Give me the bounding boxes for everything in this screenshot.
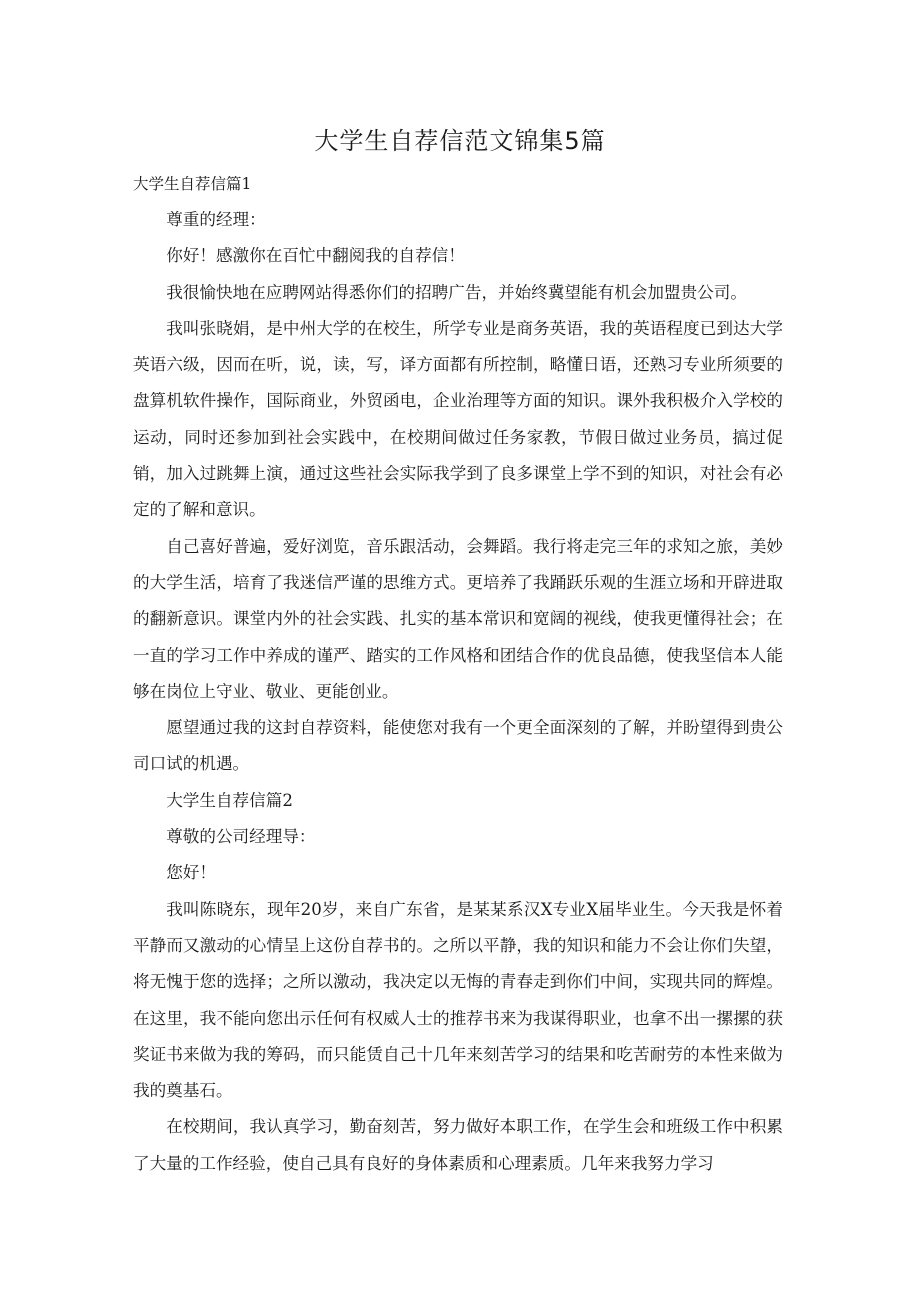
body-paragraph: 自己喜好普遍，爱好浏览，音乐跟活动，会舞蹈。我行将走完三年的求知之旅，美妙的大学生活，培育了我迷信严谨的思维方式。更培养了我踊跃乐观的生涯立场和开辟进取的翻新意识。课堂内外的社会实践、扎实的基本常识和宽阔的视线，使我更懂得社会；在一直的学习工作中养成的谨严、踏实的工作风格和团结合作的优良品德，使我坚信本人能够在岗位上守业、敬业、更能创业。	[133, 536, 783, 701]
document-title: 大学生自荐信范文锦集5篇	[314, 127, 606, 155]
greeting: 您好！	[166, 863, 216, 883]
body-paragraph: 我很愉快地在应聘网站得悉你们的招聘广告，并始终冀望能有机会加盟贵公司。	[166, 282, 747, 302]
document-body	[133, 202, 783, 1182]
body-paragraph: 愿望通过我的这封自荐资料，能使您对我有一个更全面深刻的了解，并盼望得到贵公司口试的机遇。	[133, 718, 783, 774]
greeting: 你好！感激你在百忙中翻阅我的自荐信！	[166, 246, 465, 266]
salutation: 尊敬的公司经理导：	[166, 827, 316, 847]
section-1-heading: 大学生自荐信篇1	[133, 175, 252, 193]
body-paragraph: 我叫陈晓东，现年20岁，来自广东省，是某某系汉X专业X届毕业生。今天我是怀着平静而又激动的心情呈上这份自荐书的。之所以平静，我的知识和能力不会让你们失望，将无愧于您的选择；之所以激动，我决定以无悔的青春走到你们中间，实现共同的辉煌。在这里，我不能向您出示任何有权威人士的推荐书来为我谋得职业，也拿不出一摞摞的获奖证书来做为我的筹码，而只能赁自己十几年来刻苦学习的结果和吃苦耐劳的本性来做为我的奠基石。	[133, 899, 783, 1101]
body-paragraph: 我叫张晓娟，是中州大学的在校生，所学专业是商务英语，我的英语程度已到达大学英语六级，因而在听，说，读，写，译方面都有所控制，略懂日语，还熟习专业所须要的盘算机软件操作，国际商业，外贸函电，企业治理等方面的知识。课外我积极介入学校的运动，同时还参加到社会实践中，在校期间做过任务家教，节假日做过业务员，搞过促销，加入过跳舞上演，通过这些社会实际我学到了良多课堂上学不到的知识，对社会有必定的了解和意识。	[133, 318, 783, 520]
body-paragraph: 在校期间，我认真学习，勤奋刻苦，努力做好本职工作，在学生会和班级工作中积累了大量的工作经验，使自己具有良好的身体素质和心理素质。几年来我努力学习	[133, 1117, 783, 1173]
section-2-heading: 大学生自荐信篇2	[166, 790, 293, 810]
salutation: 尊重的经理：	[166, 210, 266, 229]
